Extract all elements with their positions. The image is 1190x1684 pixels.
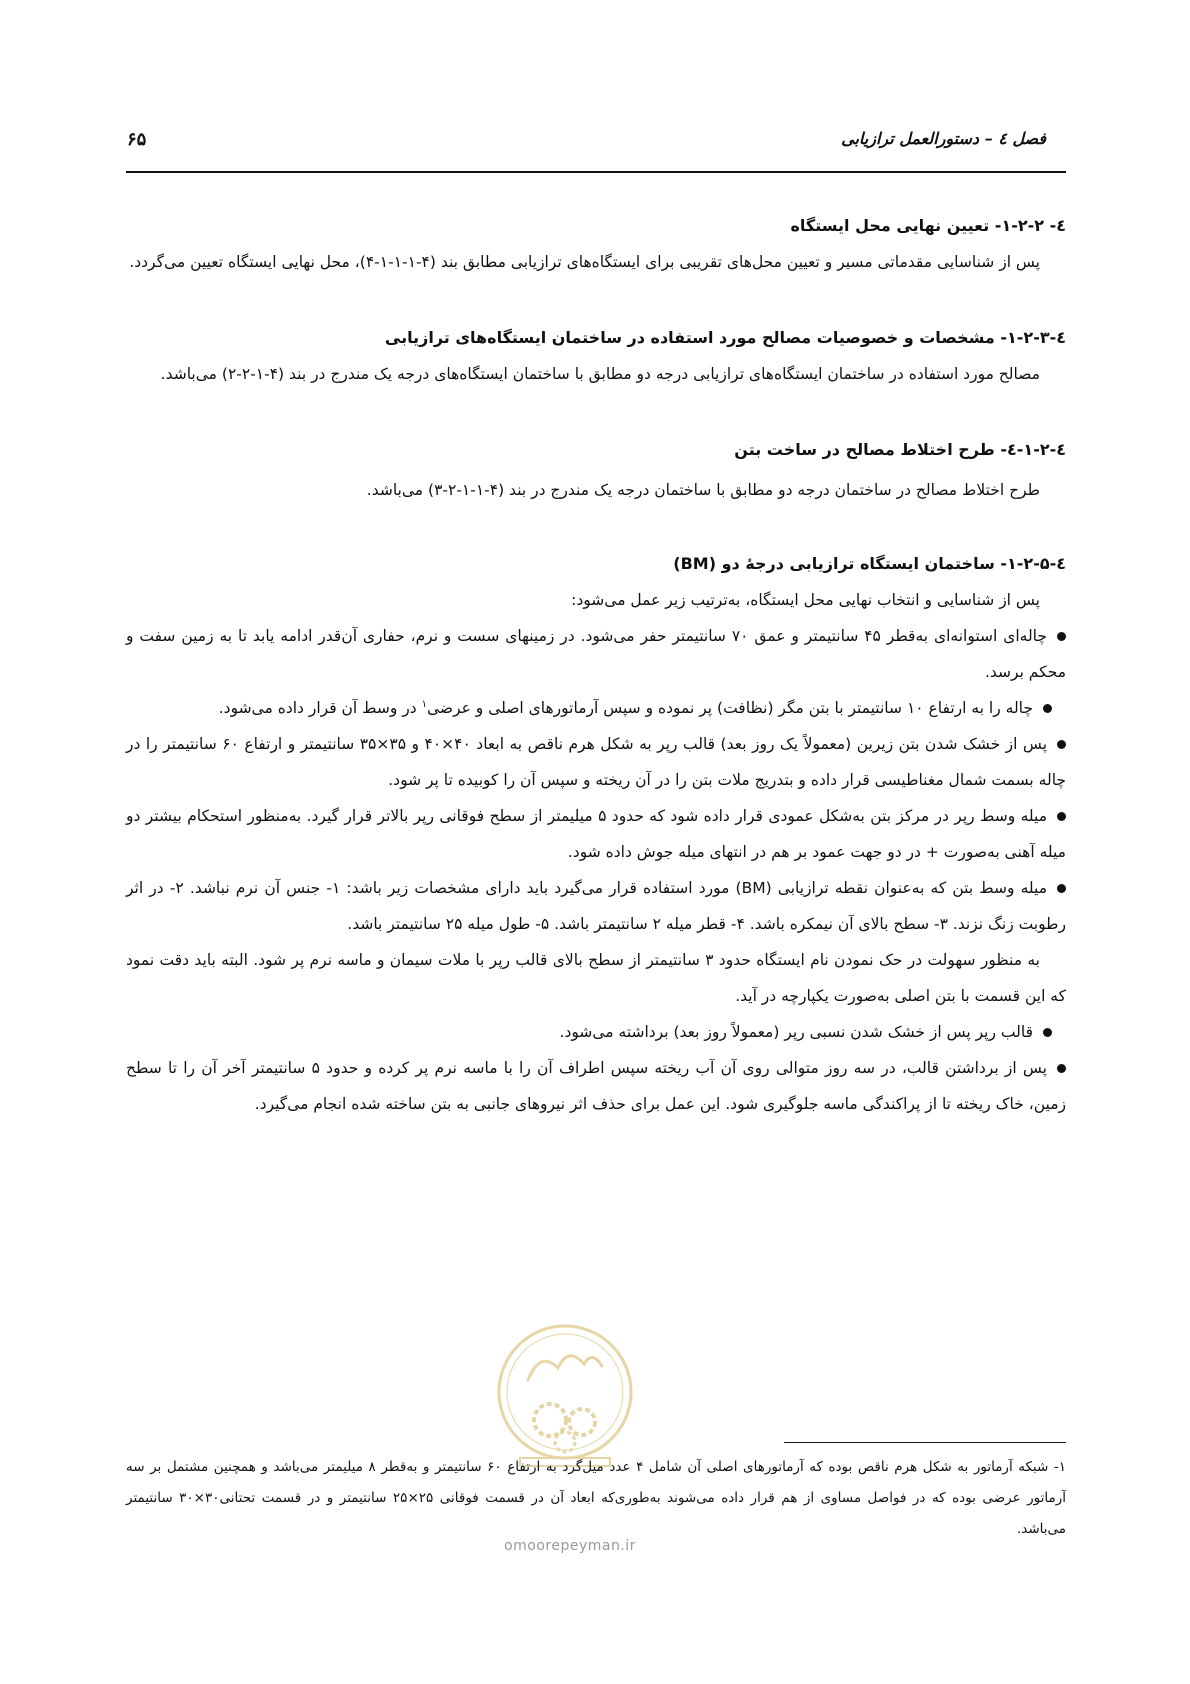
spacer (126, 280, 1066, 320)
list-item (126, 618, 1066, 690)
section-final-station-location (126, 208, 1066, 280)
chapter-title: فصل ٤ – دستورالعمل ترازیابی (841, 129, 1046, 148)
bullet-icon (1057, 740, 1066, 749)
list-item-text: پس از خشک شدن بتن زیرین (معمولاً یک روز بعد) قالب رپر به شکل هرم ناقص به ابعاد ۴۰×۴۰ و ۳۵×۳۵ سانتیمتر و ارتفاع ۶۰ سانتیمتر را در چاله بسمت شمال مغناطیسی قرار داده و بتدریج ملات بتن را در آن ریخته و سپس آن را کوبیده تا پر شود. (126, 735, 1066, 789)
list-item-text: قالب رپر پس از خشک شدن نسبی رپر (معمولاً روز بعد) برداشته می‌شود. (559, 1023, 1033, 1041)
note-paragraph: به منظور سهولت در حک نمودن نام ایستگاه حدود ۳ سانتیمتر از سطح بالای قالب رپر با ملات سیمان و ماسه نرم پر شود. البته باید دقت نمود که این قسمت با بتن اصلی به‌صورت یکپارچه در آید. (126, 951, 1066, 1005)
list-item (126, 1050, 1066, 1122)
section-intro: پس از شناسایی و انتخاب نهایی محل ایستگاه، به‌ترتیب زیر عمل می‌شود: (571, 591, 1040, 609)
section-bm-construction (126, 546, 1066, 1122)
section-heading: ٤-۱-۲-۵- ساختمان ایستگاه ترازیابی درجهٔ دو (BM) (673, 554, 1066, 573)
header-divider (126, 171, 1066, 173)
list-item-text: پس از برداشتن قالب، در سه روز متوالی روی آن آب ریخته سپس اطراف آن را با ماسه نرم پر کرده و حدود ۵ سانتیمتر آخر آن را تا سطح زمین، خاک ریخته تا از پراکندگی ماسه جلوگیری شود. این عمل برای حذف اثر نیروهای جانبی به بتن ساخته شده انجام می‌گیرد. (126, 1059, 1066, 1113)
bullet-icon (1057, 884, 1066, 893)
section-material-specs (126, 320, 1066, 392)
section-heading: ٤-۱-۲-۳- مشخصات و خصوصیات مصالح مورد استفاده در ساختمان ایستگاه‌های ترازیابی (384, 328, 1066, 347)
section-paragraph: طرح اختلاط مصالح در ساختمان درجه دو مطابق با ساختمان درجه یک مندرج در بند (۴-۱-۱-۲-۳) می‌باشد. (366, 481, 1040, 499)
footnote-marker: ۱ (421, 698, 427, 710)
bullet-icon (1057, 812, 1066, 821)
list-item-text: میله وسط بتن که به‌عنوان نقطه ترازیابی (BM) مورد استفاده قرار می‌گیرد باید دارای مشخصات زیر باشد: ۱- جنس آن نرم نباشد. ۲- در اثر رطوبت زنگ نزند. ۳- سطح بالای آن نیمکره باشد. ۴- قطر میله ۲ سانتیمتر باشد. ۵- طول میله ۲۵ سانتیمتر باشد. (126, 879, 1066, 933)
section-heading: ٤-۱-۲-٤- طرح اختلاط مصالح در ساخت بتن (734, 440, 1066, 459)
section-paragraph: پس از شناسایی مقدماتی مسیر و تعیین محل‌های تقریبی برای ایستگاه‌های ترازیابی مطابق بند (۴-۱-۱-۱-۴)، محل نهایی ایستگاه تعیین می‌گردد. (129, 253, 1040, 271)
spacer (126, 508, 1066, 546)
list-item-text: چاله‌ای استوانه‌ای به‌قطر ۴۵ سانتیمتر و عمق ۷۰ سانتیمتر حفر می‌شود. در زمینهای سست و نرم، حفاری آن‌قدر ادامه یابد تا به زمین سفت و محکم برسد. (126, 627, 1066, 681)
footnote-divider (784, 1442, 1066, 1443)
list-item (126, 1014, 1066, 1050)
bullet-icon (1043, 704, 1052, 713)
section-paragraph: مصالح مورد استفاده در ساختمان ایستگاه‌های ترازیابی درجه دو مطابق با ساختمان ایستگاه‌های درجه یک مندرج در بند (۴-۱-۲-۲) می‌باشد. (160, 365, 1040, 383)
list-item-text-tail: در وسط آن قرار داده می‌شود. (218, 699, 417, 717)
list-item (126, 690, 1066, 726)
list-item (126, 870, 1066, 942)
main-content (126, 208, 1066, 1122)
bullet-icon (1057, 632, 1066, 641)
bullet-icon (1043, 1028, 1052, 1037)
section-concrete-mix (126, 432, 1066, 508)
spacer (126, 392, 1066, 432)
bullet-icon (1057, 1064, 1066, 1073)
watermark-url: omoorepeyman.ir (504, 1538, 636, 1554)
list-item-text: چاله را به ارتفاع ۱۰ سانتیمتر با بتن مگر (نظافت) پر نموده و سپس آرماتورهای اصلی و عرضی (426, 699, 1033, 717)
list-item (126, 726, 1066, 798)
list-item (126, 798, 1066, 870)
section-heading: ٤- ۱-۲-۲- تعیین نهایی محل ایستگاه (790, 216, 1066, 235)
page-number: ۶۵ (127, 129, 147, 150)
list-item-text: میله وسط رپر در مرکز بتن به‌شکل عمودی قرار داده شود که حدود ۵ میلیمتر از سطح فوقانی رپر بالاتر قرار گیرد. به‌منظور استحکام بیشتر دو میله آهنی به‌صورت + در دو جهت عمود بر هم در انتهای میله جوش داده شود. (126, 807, 1066, 861)
footnote: ۱- شبکه آرماتور به شکل هرم ناقص بوده که آرماتورهای اصلی آن شامل ۴ عدد میل‌گرد به ارتفاع ۶۰ سانتیمتر و به‌قطر ۸ میلیمتر می‌باشد و همچنین مشتمل بر سه آرماتور عرضی بوده که در فواصل مساوی از هم قرار داده می‌شوند به‌طوری‌که ابعاد آن در قسمت فوقانی ۲۵×۲۵ سانتیمتر و در قسمت تحتانی۳۰×۳۰ سانتیمتر می‌باشد. (126, 1459, 1067, 1537)
